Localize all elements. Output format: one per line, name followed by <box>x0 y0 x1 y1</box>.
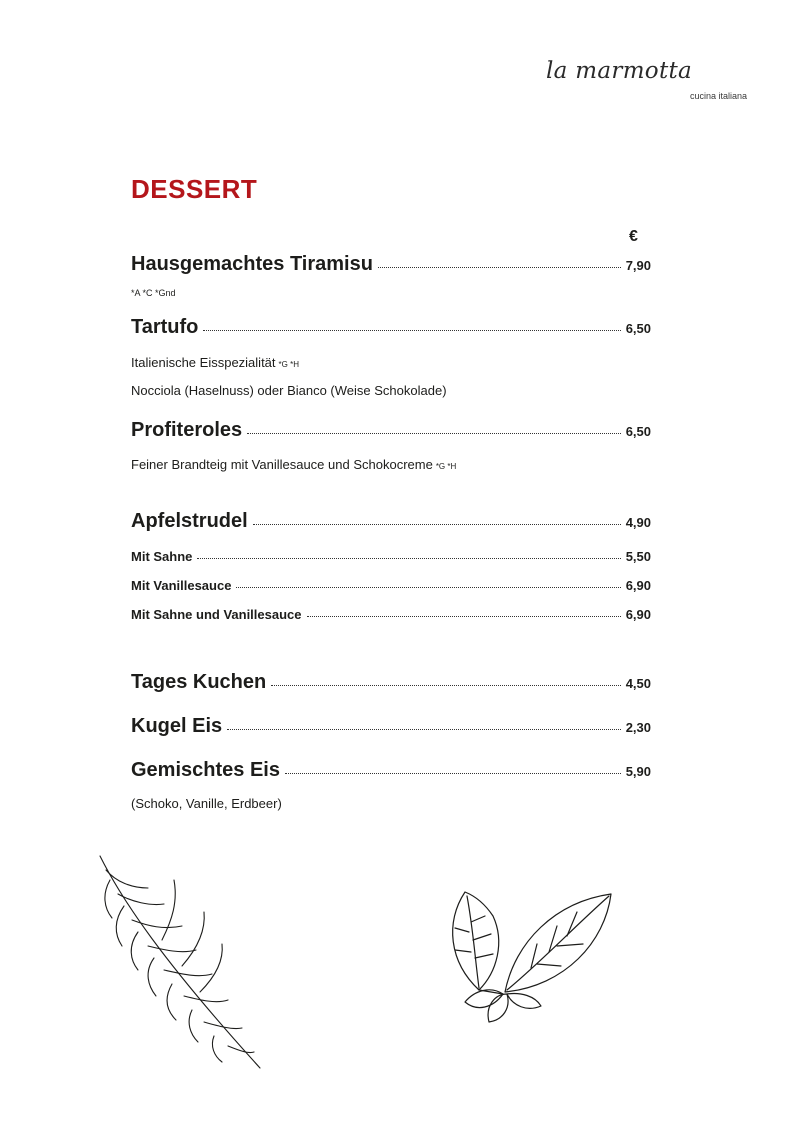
item-name: Kugel Eis <box>131 715 223 737</box>
currency-label: € <box>629 228 638 245</box>
menu-item-gemischtes-eis <box>131 759 651 782</box>
tartufo-description <box>131 355 299 370</box>
item-price: 7,90 <box>625 258 651 273</box>
item-name: Mit Vanillesauce <box>131 578 232 593</box>
item-name: Hausgemachtes Tiramisu <box>131 253 373 275</box>
menu-item-apfelstrudel-sahne-vanillesauce <box>131 607 651 622</box>
eis-flavors: (Schoko, Vanille, Erdbeer) <box>131 796 282 811</box>
menu-item-tages-kuchen <box>131 671 651 694</box>
item-price: 5,50 <box>625 549 651 564</box>
menu-item-apfelstrudel-vanillesauce <box>131 578 651 593</box>
item-price: 4,90 <box>625 515 651 530</box>
menu-item-tartufo <box>131 316 651 339</box>
basil-icon <box>445 882 615 1027</box>
tartufo-flavors: Nocciola (Haselnuss) oder Bianco (Weise Schokolade) <box>131 383 447 398</box>
menu-item-profiteroles <box>131 419 651 442</box>
page-title: DESSERT <box>131 174 258 204</box>
tartufo-allergens: *G *H <box>278 360 299 369</box>
item-name: Tartufo <box>131 316 199 338</box>
item-price: 6,90 <box>625 607 651 622</box>
tiramisu-allergens: *A *C *Gnd <box>131 288 176 298</box>
dot-leader <box>203 330 620 331</box>
item-price: 6,90 <box>625 578 651 593</box>
dot-leader <box>378 267 621 268</box>
dot-leader <box>271 685 620 686</box>
dot-leader <box>307 616 621 617</box>
item-name: Tages Kuchen <box>131 671 267 693</box>
item-price: 4,50 <box>625 676 651 691</box>
profiteroles-allergens: *G *H <box>435 462 457 471</box>
item-name: Mit Sahne und Vanillesauce <box>131 607 302 622</box>
item-price: 5,90 <box>625 764 651 779</box>
logo-tagline: cucina italiana <box>690 91 748 101</box>
dot-leader <box>247 433 621 434</box>
dot-leader <box>236 587 620 588</box>
dot-leader <box>285 773 621 774</box>
dot-leader <box>227 729 621 730</box>
rosemary-icon <box>92 850 272 1075</box>
menu-item-tiramisu <box>131 253 651 276</box>
item-name: Gemischtes Eis <box>131 759 280 781</box>
dot-leader <box>253 524 621 525</box>
menu-item-apfelstrudel <box>131 510 651 533</box>
profiteroles-desc-text: Feiner Brandteig mit Vanillesauce und Schokocreme <box>131 457 433 472</box>
item-name: Profiteroles <box>131 419 243 441</box>
item-price: 2,30 <box>625 720 651 735</box>
menu-item-apfelstrudel-sahne <box>131 549 651 564</box>
tartufo-desc-text: Italienische Eisspezialität <box>131 355 276 370</box>
dot-leader <box>197 558 620 559</box>
menu-item-kugel-eis <box>131 715 651 738</box>
item-name: Apfelstrudel <box>131 510 248 532</box>
item-name: Mit Sahne <box>131 549 193 564</box>
profiteroles-description <box>131 457 456 472</box>
item-price: 6,50 <box>625 321 651 336</box>
logo-name: la marmotta <box>546 58 693 84</box>
restaurant-logo <box>546 58 756 104</box>
item-price: 6,50 <box>625 424 651 439</box>
